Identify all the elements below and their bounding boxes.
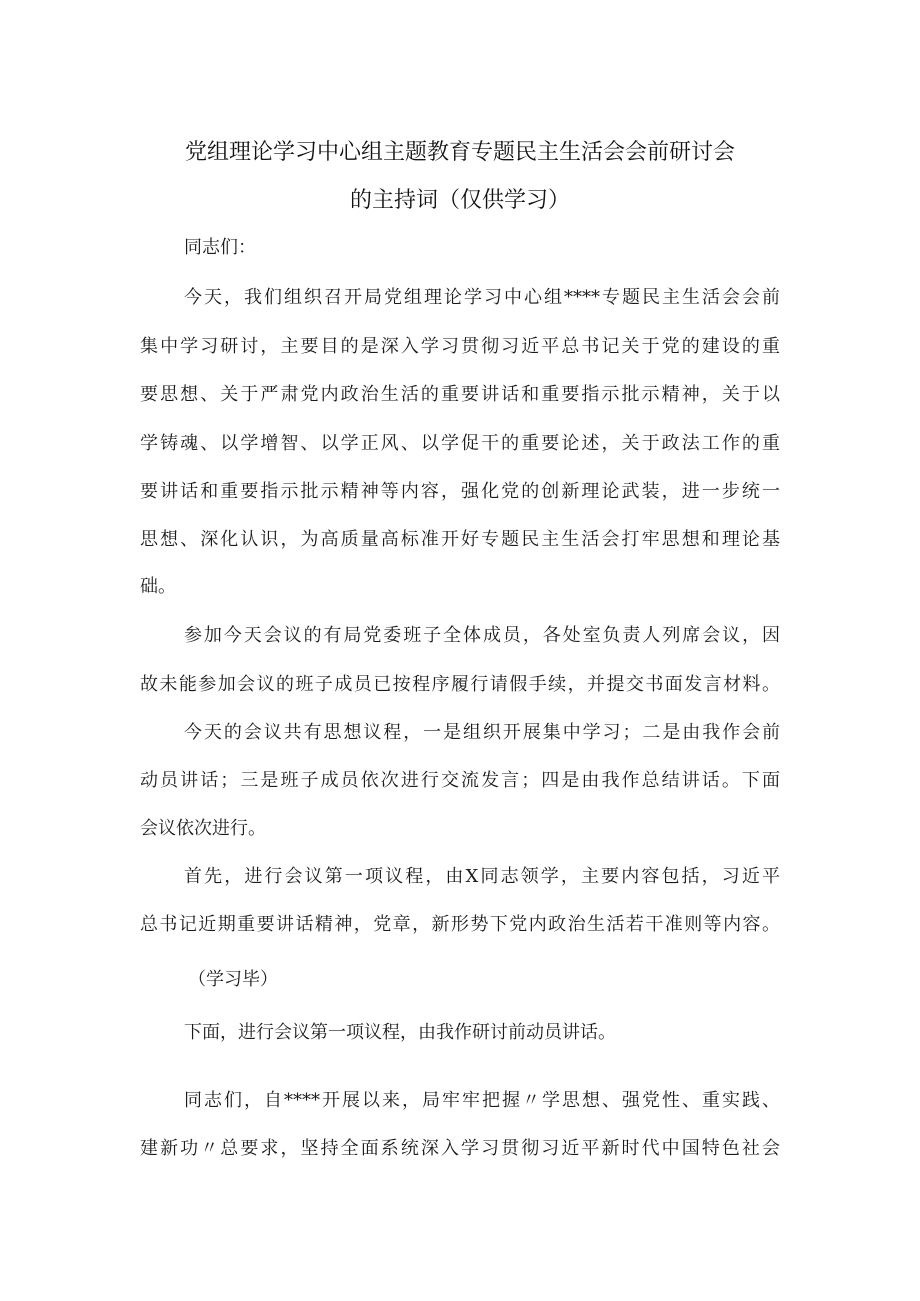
document-title-line-1: 党组理论学习中心组主题教育专题民主生活会会前研讨会: [184, 140, 735, 165]
paragraph-2-line-2: 故未能参加会议的班子成员已按程序履行请假手续，并提交书面发言材料。: [140, 674, 780, 695]
paragraph-1-line-3: 要思想、关于严肃党内政治生活的重要讲话和重要指示批示精神，关于以: [140, 384, 780, 405]
paragraph-5: 下面，进行会议第一项议程，由我作研讨前动员讲话。: [184, 1022, 616, 1043]
paragraph-3-line-1: 今天的会议共有思想议程，一是组织开展集中学习；二是由我作会前: [184, 722, 780, 743]
paragraph-1-line-7: 础。: [140, 576, 176, 597]
paragraph-1-line-6: 思想、深化认识，为高质量高标准开好专题民主生活会打牢思想和理论基: [140, 529, 780, 550]
paragraph-4-line-1: 首先，进行会议第一项议程，由X同志领学，主要内容包括，习近平: [184, 866, 780, 887]
paragraph-4-line-2: 总书记近期重要讲话精神，党章，新形势下党内政治生活若干准则等内容。: [140, 914, 780, 935]
document-title-line-2: 的主持词（仅供学习）: [349, 188, 570, 213]
paragraph-1-line-2: 集中学习研讨，主要目的是深入学习贯彻习近平总书记关于党的建设的重: [140, 336, 780, 357]
paragraph-1-line-4: 学铸魂、以学增智、以学正风、以学促干的重要论述，关于政法工作的重: [140, 433, 780, 454]
paragraph-6-line-1: 同志们，自****开展以来，局牢牢把握〃学思想、强党性、重实践、: [184, 1090, 780, 1111]
paragraph-3-line-2: 动员讲话；三是班子成员依次进行交流发言；四是由我作总结讲话。下面: [140, 770, 780, 791]
paragraph-6-line-2: 建新功〃总要求，坚持全面系统深入学习贯彻习近平新时代中国特色社会: [140, 1138, 780, 1159]
paragraph-1-line-1: 今天，我们组织召开局党组理论学习中心组****专题民主生活会会前: [184, 287, 780, 308]
paragraph-1-line-5: 要讲话和重要指示批示精神等内容，强化党的创新理论武装，进一步统一: [140, 481, 780, 502]
greeting: 同志们：: [184, 237, 256, 258]
paragraph-2-line-1: 参加今天会议的有局党委班子全体成员，各处室负责人列席会议，因: [184, 625, 780, 646]
paragraph-3-line-3: 会议依次进行。: [140, 818, 266, 839]
study-complete-note: （学习毕）: [188, 969, 278, 990]
